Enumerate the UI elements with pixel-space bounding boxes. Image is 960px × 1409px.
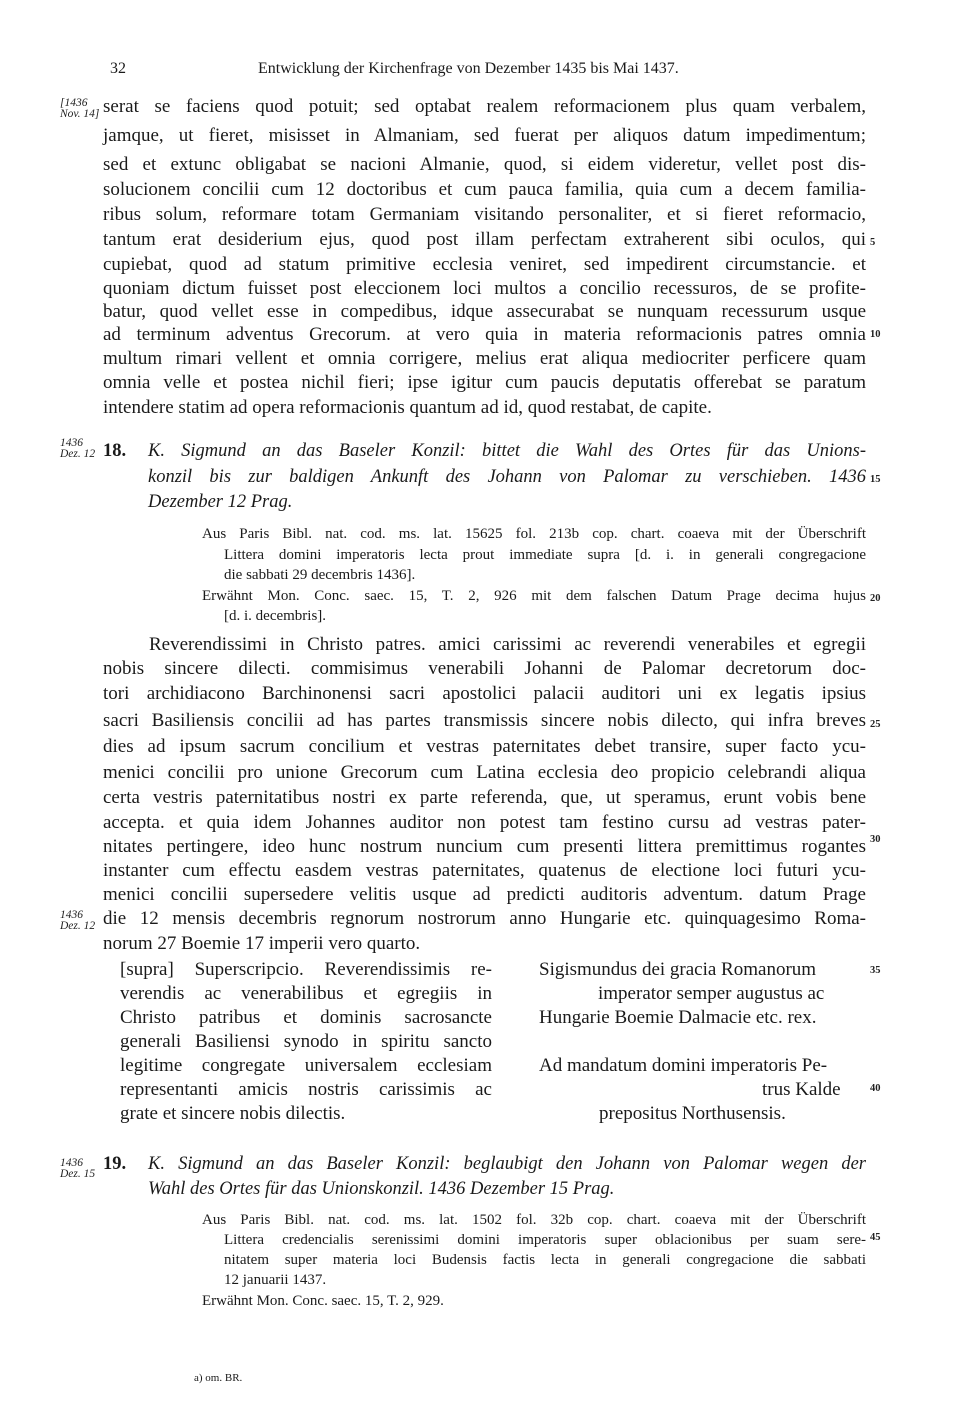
superscriptio-line: [supra] Superscripcio. Reverendissimis re- [120, 959, 492, 980]
text-line: menici concilii pro unione Grecorum cum Latina ecclesia deo propicio celebrandi aliqua [103, 762, 866, 783]
apparatus-line: [d. i. decembris]. [224, 608, 327, 624]
text-line: sacri Basiliensis concilii ad has partes transmissis sincere nobis dilecto, qui infra breves [103, 710, 866, 731]
line-number: 15 [870, 474, 881, 485]
apparatus-line: Aus Paris Bibl. nat. cod. ms. lat. 1502 fol. 32b cop. chart. coaeva mit der Überschrift [202, 1212, 866, 1228]
apparatus-line: nitatem super materia loci Budensis factis lecta in generali congregacione die sabbati [224, 1252, 866, 1268]
text-line: ribus solum, reformare totam Germaniam visitando personaliter, et si fieret reformacio, [103, 204, 866, 225]
text-line: tantum erat desiderium ejus, quod post illam perfectam extraherent sibi oculos, qui [103, 229, 866, 250]
signature-line: imperator semper augustus ac [598, 983, 825, 1004]
line-number: 30 [870, 834, 881, 845]
text-line: sed et extunc obligabat se nacioni Almanie, quod, si eidem videretur, vellet post dis- [103, 154, 866, 175]
apparatus-line: Aus Paris Bibl. nat. cod. ms. lat. 15625 fol. 213b cop. chart. coaeva mit der Überschrift [202, 526, 866, 542]
text-line: intendere statim ad opera reformacionis quantum ad id, quod restabat, de capite. [103, 397, 712, 418]
text-line: ad terminum adventus Grecorum. at vero quia in materia reformacionis patres omnia [103, 324, 866, 345]
text-line: cupiebat, quod ad statum primitive ecclesia veniret, sed impedirent circumstancie. et [103, 254, 866, 275]
text-line: solucionem concilii cum 12 doctoribus et cum pauca familia, quia cum a decem familia- [103, 179, 866, 200]
mandate-line: Ad mandatum domini imperatoris Pe- [539, 1055, 828, 1076]
line-number: 5 [870, 237, 876, 248]
text-line: Reverendissimi in Christo patres. amici carissimi ac reverendi venerabiles et egregii [149, 634, 866, 655]
entry-heading: Wahl des Ortes für das Unionskonzil. 1436 Dezember 15 Prag. [148, 1179, 615, 1199]
line-number: 35 [870, 965, 881, 976]
superscriptio-line: grate et sincere nobis dilectis. [120, 1103, 346, 1124]
mandate-line: prepositus Northusensis. [599, 1103, 786, 1124]
line-number: 25 [870, 719, 881, 730]
text-line: quoniam dictum fuisset post eleccionem loci multos a concilio recessuros, de se profite- [103, 278, 866, 299]
text-line: certa vestris paternitatibus nostri ex parte referenda, que, ut speramus, erunt vobis bene [103, 787, 866, 808]
apparatus-line: Erwähnt Mon. Conc. saec. 15, T. 2, 926 mit dem falschen Datum Prage decima hujus [202, 588, 866, 604]
text-line: jamque, ut fieret, misisset in Almaniam, sed fuerat per aliquos datum impedimentum; [103, 125, 866, 146]
apparatus-line: Littera domini imperatoris lecta prout immediate supra [d. i. in generali congregacione [224, 547, 866, 563]
text-line: instanter cum effectu easdem vestras paternitates, quatenus de electione loci futuri ycu- [103, 860, 866, 881]
text-line: norum 27 Boemie 17 imperii vero quarto. [103, 933, 421, 954]
apparatus-line: die sabbati 29 decembris 1436]. [224, 567, 416, 583]
entry-heading: konzil bis zur baldigen Ankunft des Johann von Palomar zu verschieben. 1436 [148, 467, 866, 487]
text-line: batur, quod vellet esse in compedibus, idque assecurabat se nunquam recessurum usque [103, 301, 866, 322]
text-line: dies ad ipsum sacrum concilium et vestras paternitates debet transire, super facto ycu- [103, 736, 866, 757]
margin-date: 1436 Dez. 12 [60, 437, 96, 460]
signature-line: Sigismundus dei gracia Romanorum [539, 959, 817, 980]
line-number: 20 [870, 593, 881, 604]
line-number: 45 [870, 1232, 881, 1243]
line-number: 10 [870, 329, 881, 340]
superscriptio-line: generali Basiliensi synodo in spiritu sancto [120, 1031, 492, 1052]
apparatus-line: Littera credencialis serenissimi domini imperatoris super oblacionibus per suam sere- [224, 1232, 866, 1248]
entry-heading: Dezember 12 Prag. [148, 492, 293, 512]
text-line: accepta. et quia idem Johannes auditor non potest tam festino cursu ad vestras pater- [103, 812, 866, 833]
apparatus-line: 12 januarii 1437. [224, 1272, 327, 1288]
text-line: nobis sincere dilecti. commisimus venerabili Johanni de Palomar decretorum doc- [103, 658, 866, 679]
entry-heading: K. Sigmund an das Baseler Konzil: beglaubigt den Johann von Palomar wegen der [148, 1154, 866, 1174]
margin-date: [1436 Nov. 14] [60, 97, 100, 120]
margin-date: 1436 Dez. 15 [60, 1157, 96, 1180]
text-line: serat se faciens quod potuit; sed optabat realem reformacionem plus quam verbalem, [103, 96, 866, 117]
superscriptio-line: legitime congregate universalem ecclesiam [120, 1055, 492, 1076]
text-line: omnia velle et postea nichil fieri; ipse igitur cum paucis deputatis offerebat se paratum [103, 372, 866, 393]
line-number: 40 [870, 1083, 881, 1094]
text-line: die 12 mensis decembris regnorum nostrorum anno Hungarie etc. quinquagesimo Roma- [103, 908, 866, 929]
mandate-line: trus Kalde [762, 1079, 841, 1100]
margin-date: 1436 Dez. 12 [60, 909, 96, 932]
superscriptio-line: Christo patribus et dominis sacrosancte [120, 1007, 492, 1028]
text-line: nitates pertingere, ideo hunc nostrum nuncium cum presenti littera premittimus rogantes [103, 836, 866, 857]
entry-number: 18. [103, 441, 127, 461]
text-line: multum rimari vellent et omnia corrigere, melius erat aliqua mediocriter perficere quam [103, 348, 866, 369]
text-line: tori archidiacono Barchinonensi sacri apostolici palacii auditori uni ex legatis ipsius [103, 683, 866, 704]
superscriptio-line: verendis ac venerabilibus et egregiis in [120, 983, 492, 1004]
entry-number: 19. [103, 1154, 127, 1174]
signature-line: Hungarie Boemie Dalmacie etc. rex. [539, 1007, 817, 1028]
superscriptio-line: representanti amicis nostris carissimis ac [120, 1079, 492, 1100]
apparatus-line: Erwähnt Mon. Conc. saec. 15, T. 2, 929. [202, 1293, 444, 1309]
entry-heading: K. Sigmund an das Baseler Konzil: bittet die Wahl des Ortes für das Unions- [148, 441, 866, 461]
running-title: Entwicklung der Kirchenfrage von Dezember 1435 bis Mai 1437. [258, 60, 679, 77]
footnote: a) om. BR. [194, 1372, 243, 1384]
text-line: menici concilii supersedere velitis usque ad predicti auditoris adventum. datum Prage [103, 884, 866, 905]
page-number: 32 [110, 60, 126, 77]
